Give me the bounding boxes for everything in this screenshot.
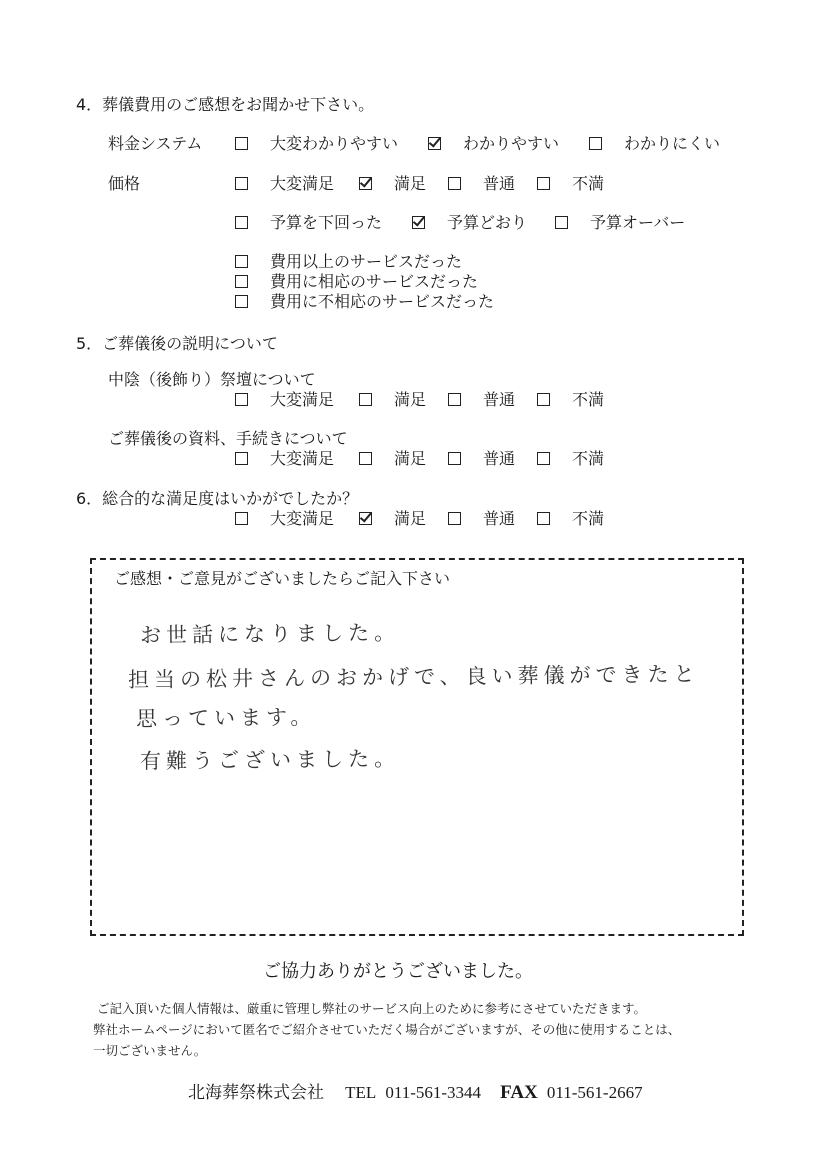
comment-line: 思っています。: [135, 705, 317, 731]
checkbox[interactable]: [448, 177, 461, 190]
thanks-message: ご協力ありがとうございました。: [263, 961, 533, 982]
price-label: 価格: [108, 174, 141, 193]
checkbox-checked[interactable]: [428, 137, 441, 150]
price-option[interactable]: 不満: [537, 171, 604, 194]
comment-box-label: ご感想・ご意見がございましたらご記入下さい: [110, 566, 454, 589]
overall-option[interactable]: 大変満足: [235, 506, 334, 529]
q4-heading: 4．葬儀費用のご感想をお聞かせ下さい。: [76, 95, 375, 114]
checkbox-checked[interactable]: [359, 177, 372, 190]
altar-label: 中陰（後飾り）祭壇について: [108, 370, 316, 389]
documents-option[interactable]: 不満: [537, 446, 604, 469]
company-name: 北海葬祭株式会社: [188, 1083, 324, 1102]
altar-option[interactable]: 大変満足: [235, 387, 334, 410]
checkbox[interactable]: [448, 452, 461, 465]
checkbox[interactable]: [235, 216, 248, 229]
fee-system-option[interactable]: わかりやすい: [428, 131, 559, 154]
comment-line: 担当の松井さんのおかげで、良い葬儀ができたと: [127, 662, 700, 692]
altar-option[interactable]: 満足: [359, 387, 426, 410]
tel-label: TEL: [345, 1083, 377, 1102]
fax-label: FAX: [500, 1082, 538, 1103]
checkbox[interactable]: [235, 137, 248, 150]
overall-option[interactable]: 不満: [537, 506, 604, 529]
checkbox[interactable]: [537, 393, 550, 406]
overall-option[interactable]: 普通: [448, 506, 515, 529]
checkbox[interactable]: [235, 275, 248, 288]
checkbox[interactable]: [235, 393, 248, 406]
checkbox[interactable]: [235, 452, 248, 465]
comment-line: 有難うございました。: [139, 746, 401, 774]
altar-option[interactable]: 不満: [537, 387, 604, 410]
documents-option[interactable]: 満足: [359, 446, 426, 469]
value-option[interactable]: 費用以上のサービスだった: [235, 249, 462, 272]
fee-system-option[interactable]: わかりにくい: [589, 131, 720, 154]
documents-option[interactable]: 普通: [448, 446, 515, 469]
checkbox[interactable]: [448, 512, 461, 525]
privacy-note-line: 一切ございません。: [93, 1043, 207, 1058]
privacy-note-line: 弊社ホームページにおいて匿名でご紹介させていただく場合がございますが、その他に使用することは、: [93, 1022, 681, 1037]
checkbox[interactable]: [537, 452, 550, 465]
checkbox[interactable]: [235, 512, 248, 525]
price-option[interactable]: 満足: [359, 171, 426, 194]
checkbox-checked[interactable]: [359, 512, 372, 525]
value-option[interactable]: 費用に不相応のサービスだった: [235, 289, 494, 312]
value-option[interactable]: 費用に相応のサービスだった: [235, 269, 478, 292]
checkbox[interactable]: [555, 216, 568, 229]
q6-heading: 6．総合的な満足度はいかがでしたか？: [76, 489, 359, 508]
fee-system-label: 料金システム: [108, 134, 203, 153]
checkbox-checked[interactable]: [412, 216, 425, 229]
checkbox[interactable]: [537, 177, 550, 190]
budget-option[interactable]: 予算どおり: [412, 210, 527, 233]
checkbox[interactable]: [359, 452, 372, 465]
documents-option[interactable]: 大変満足: [235, 446, 334, 469]
fax-number: 011-561-2667: [546, 1083, 643, 1102]
checkbox[interactable]: [448, 393, 461, 406]
comment-line: お世話になりました。: [139, 620, 401, 648]
price-option[interactable]: 普通: [448, 171, 515, 194]
budget-option[interactable]: 予算を下回った: [235, 210, 382, 233]
altar-option[interactable]: 普通: [448, 387, 515, 410]
price-option[interactable]: 大変満足: [235, 171, 334, 194]
budget-option[interactable]: 予算オーバー: [555, 210, 685, 233]
overall-option[interactable]: 満足: [359, 506, 426, 529]
checkbox[interactable]: [359, 393, 372, 406]
checkbox[interactable]: [235, 295, 248, 308]
privacy-note-line: ご記入頂いた個人情報は、厳重に管理し弊社のサービス向上のために参考にさせていただきます。: [97, 1001, 647, 1016]
checkbox[interactable]: [235, 177, 248, 190]
tel-number: 011-561-3344: [385, 1083, 482, 1102]
fee-system-option[interactable]: 大変わかりやすい: [235, 131, 398, 154]
documents-label: ご葬儀後の資料、手続きについて: [108, 429, 348, 448]
company-info: [188, 1078, 643, 1104]
checkbox[interactable]: [235, 255, 248, 268]
checkbox[interactable]: [537, 512, 550, 525]
q5-heading: 5．ご葬儀後の説明について: [76, 334, 278, 353]
checkbox[interactable]: [589, 137, 602, 150]
